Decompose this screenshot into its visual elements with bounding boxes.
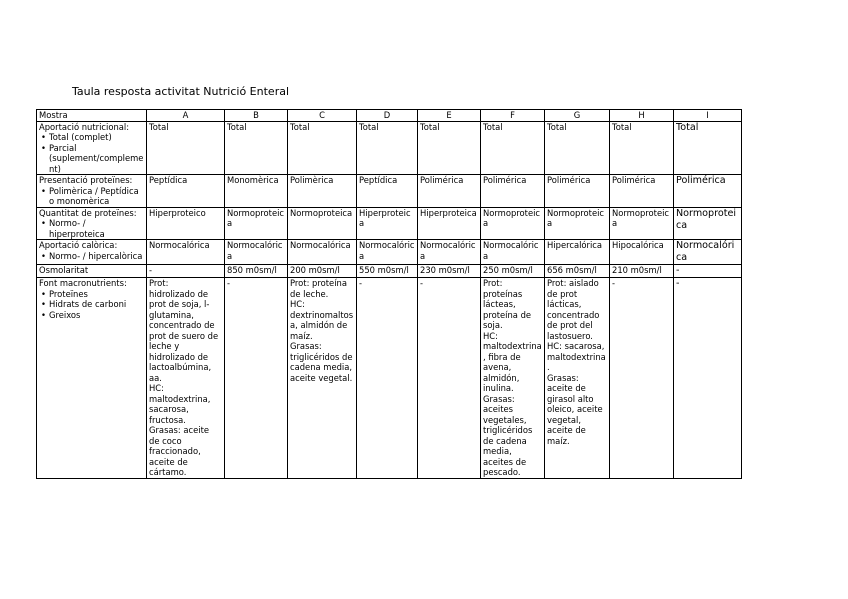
cell-i [674, 240, 742, 265]
row-label-cell [37, 175, 147, 208]
cell-value: Hiperproteico [149, 207, 206, 218]
cell-value: Hiperproteica [359, 207, 411, 228]
row-label: Aportació calòrica: [39, 240, 118, 250]
cell-d [357, 207, 418, 240]
cell-a [147, 207, 225, 240]
cell-d [357, 175, 418, 208]
cell-c [288, 175, 357, 208]
row-option: • Polimèrica / Peptídica o monomèrica [49, 186, 144, 207]
row-options-list [39, 132, 144, 174]
row-options-list [39, 218, 144, 239]
cell-b [225, 265, 288, 278]
cell-value: Total [676, 121, 699, 133]
cell-paragraph: - [359, 278, 363, 288]
row-option: • Total (complet) [49, 132, 144, 143]
cell-i [674, 265, 742, 278]
row-label-cell [37, 121, 147, 175]
cell-paragraph: HC: maltodextrina, sacarosa, fructosa. [149, 383, 214, 425]
cell-d [357, 121, 418, 175]
cell-h [610, 240, 674, 265]
cell-value: Total [290, 121, 310, 132]
cell-value: Hipocalórica [612, 240, 664, 250]
cell-paragraph: - [612, 278, 616, 288]
cell-a [147, 121, 225, 175]
row-label: Aportació nutricional: [39, 121, 130, 132]
cell-d [357, 240, 418, 265]
cell-g [545, 175, 610, 208]
row-option: • Proteïnes [49, 289, 144, 300]
row-options-list [39, 251, 144, 262]
row-label-cell [37, 207, 147, 240]
cell-value: Polimèrica [290, 175, 334, 185]
cell-value: Normocalórica [483, 240, 539, 261]
cell-value: Normocalórica [420, 240, 476, 261]
header-col-f: F [481, 110, 545, 122]
cell-paragraph: HC: dextrinomaltosa, almidón de maíz. [290, 299, 354, 341]
cell-d [357, 265, 418, 278]
header-col-d: D [357, 110, 418, 122]
cell-value: Total [227, 121, 247, 132]
cell-value: Polimérica [483, 175, 527, 185]
header-col-h: H [610, 110, 674, 122]
row-option: • Hidrats de carboni [49, 299, 144, 310]
cell-a [147, 175, 225, 208]
cell-a [147, 278, 225, 479]
cell-f [481, 240, 545, 265]
cell-value: Normocalórica [227, 240, 283, 261]
table-row-osmolaritat [37, 265, 742, 278]
cell-b [225, 207, 288, 240]
cell-value: Normocalórica [676, 240, 735, 263]
cell-paragraph: Prot: proteínas lácteas, proteína de soja. [483, 278, 534, 330]
cell-g [545, 278, 610, 479]
cell-value: Normoproteica [483, 207, 541, 228]
row-label-cell [37, 265, 147, 278]
cell-value: Normocalórica [359, 240, 415, 261]
row-label: Presentació proteïnes: [39, 175, 133, 185]
cell-value: 550 m0sm/l [359, 265, 409, 275]
cell-value: Total [359, 121, 379, 132]
cell-i [674, 121, 742, 175]
header-col-b: B [225, 110, 288, 122]
cell-value: 200 m0sm/l [290, 265, 340, 275]
cell-e [418, 265, 481, 278]
cell-value: Polimérica [676, 175, 726, 186]
cell-g [545, 240, 610, 265]
cell-value: Normoproteica [290, 207, 353, 218]
cell-f [481, 121, 545, 175]
cell-i [674, 175, 742, 208]
cell-f [481, 175, 545, 208]
cell-value: Polimérica [547, 175, 591, 185]
row-option: • Parcial (suplement/complement) [49, 143, 144, 175]
header-mostra: Mostra [37, 110, 147, 122]
cell-value: 656 m0sm/l [547, 265, 597, 275]
cell-paragraph: - [227, 278, 231, 288]
row-label: Quantitat de proteïnes: [39, 207, 137, 218]
table-body [37, 121, 742, 478]
table-row-aportacio-nutricional [37, 121, 742, 175]
cell-f [481, 265, 545, 278]
row-option: • Normo- / hiperproteica [49, 218, 144, 239]
cell-g [545, 265, 610, 278]
cell-paragraph: - [676, 278, 680, 289]
cell-value: 230 m0sm/l [420, 265, 470, 275]
cell-value: Hiperproteica [420, 207, 477, 218]
row-option: • Greixos [49, 310, 144, 321]
cell-value: Normoproteica [227, 207, 285, 228]
cell-paragraph: Prot: proteína de leche. [290, 278, 350, 299]
cell-value: Peptídica [359, 175, 398, 185]
cell-a [147, 240, 225, 265]
cell-c [288, 207, 357, 240]
cell-paragraph: HC: sacarosa, maltodextrina. [547, 341, 608, 372]
cell-d [357, 278, 418, 479]
row-label: Font macronutrients: [39, 278, 127, 288]
cell-value: Peptídica [149, 175, 188, 185]
cell-value: Polimérica [420, 175, 464, 185]
cell-e [418, 207, 481, 240]
cell-b [225, 121, 288, 175]
cell-value: Normoproteica [676, 207, 737, 231]
table-row-quantitat-proteines [37, 207, 742, 240]
cell-paragraph: Prot: aislado de prot lácticas, concentrado de prot del lastosuero. [547, 278, 603, 341]
cell-c [288, 265, 357, 278]
row-option: • Normo- / hipercalòrica [49, 251, 144, 262]
row-options-list [39, 289, 144, 321]
header-col-i: I [674, 110, 742, 122]
cell-value: Normoproteica [547, 207, 605, 228]
cell-paragraph: Grasas: triglicéridos de cadena media, aceite vegetal. [290, 341, 356, 383]
cell-value: Total [483, 121, 503, 132]
cell-h [610, 207, 674, 240]
cell-e [418, 240, 481, 265]
cell-c [288, 121, 357, 175]
row-options-list [39, 186, 144, 207]
cell-paragraph: Grasas: aceites vegetales, triglicéridos de cadena media, aceites de pescado. [483, 393, 536, 477]
cell-value: Normocalórica [290, 240, 351, 250]
cell-i [674, 207, 742, 240]
cell-h [610, 278, 674, 479]
cell-h [610, 265, 674, 278]
header-col-a: A [147, 110, 225, 122]
cell-f [481, 207, 545, 240]
cell-value: - [676, 265, 680, 276]
cell-paragraph: Grasas: aceite de girasol alto oleico, aceite vegetal, aceite de maíz. [547, 372, 606, 446]
cell-e [418, 121, 481, 175]
header-col-g: G [545, 110, 610, 122]
cell-b [225, 240, 288, 265]
cell-value: Normoproteica [612, 207, 670, 228]
cell-paragraph: HC: maltodextrina, fibra de avena, almidón, inulina. [483, 330, 542, 393]
row-label-cell [37, 240, 147, 265]
cell-value: Normocalórica [149, 240, 210, 250]
cell-c [288, 240, 357, 265]
cell-value: Monomèrica [227, 175, 279, 185]
table-row-font-macronutrients [37, 278, 742, 479]
header-col-c: C [288, 110, 357, 122]
cell-value: - [149, 265, 153, 275]
cell-g [545, 121, 610, 175]
nutrition-table [36, 109, 742, 479]
cell-e [418, 175, 481, 208]
row-label: Osmolaritat [39, 265, 89, 275]
cell-value: Polimérica [612, 175, 656, 185]
cell-c [288, 278, 357, 479]
table-row-aportacio-calorica [37, 240, 742, 265]
cell-a [147, 265, 225, 278]
cell-value: Hipercalórica [547, 240, 603, 250]
cell-value: 850 m0sm/l [227, 265, 277, 275]
cell-b [225, 278, 288, 479]
cell-b [225, 175, 288, 208]
cell-h [610, 121, 674, 175]
header-col-e: E [418, 110, 481, 122]
cell-g [545, 207, 610, 240]
page-title: Taula resposta activitat Nutrició Enteral [72, 85, 290, 98]
cell-value: Total [547, 121, 567, 132]
cell-paragraph: hidrolizado de prot de soja, l-glutamina, concentrado de prot de suero de leche y hidrolizado de lactoalbúmina, aa. [149, 288, 221, 383]
cell-paragraph: - [420, 278, 424, 288]
table-row-presentacio-proteines [37, 175, 742, 208]
cell-value: Total [420, 121, 440, 132]
cell-value: Total [612, 121, 632, 132]
cell-value: 210 m0sm/l [612, 265, 662, 275]
header-row [37, 110, 742, 122]
cell-paragraph: Grasas: aceite de coco fraccionado, aceite de cártamo. [149, 425, 212, 477]
cell-f [481, 278, 545, 479]
cell-paragraph: Prot: [149, 278, 169, 288]
row-label-cell [37, 278, 147, 479]
cell-value: 250 m0sm/l [483, 265, 533, 275]
cell-e [418, 278, 481, 479]
cell-h [610, 175, 674, 208]
cell-i [674, 278, 742, 479]
cell-value: Total [149, 121, 169, 132]
